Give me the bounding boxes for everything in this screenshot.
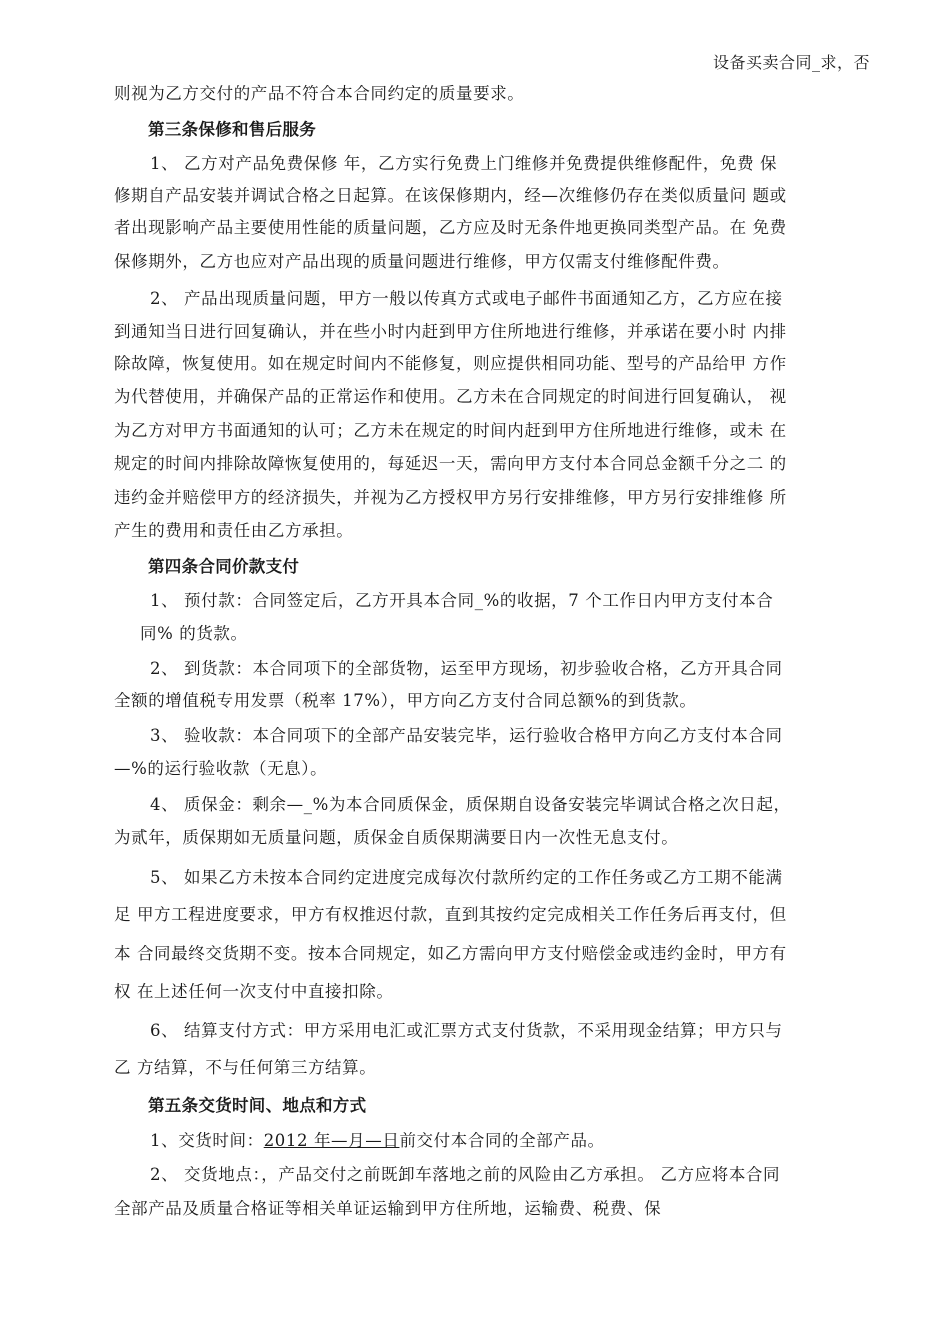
section-heading-5: 第五条交货时间、地点和方式 (148, 1096, 367, 1115)
paragraph-line: 4、 质保金：剩余—_%为本合同质保金，质保期自设备安装完毕调试合格之次日起， (150, 795, 791, 814)
paragraph-line: 为贰年，质保期如无质量问题，质保金自质保期满要日内一次性无息支付。 (114, 828, 679, 847)
paragraph-line: 产生的费用和责任由乙方承担。 (114, 521, 354, 540)
paragraph-line: 足 甲方工程进度要求，甲方有权推迟付款，直到其按约定完成相关工作任务后再支付，但 (114, 905, 787, 924)
paragraph-line: —%的运行验收款（无息）。 (114, 759, 328, 778)
paragraph-line: 修期自产品安装并调试合格之日起算。在该保修期内，经—次维修仍存在类似质量问 题或 (114, 186, 787, 205)
paragraph-line: 规定的时间内排除故障恢复使用的，每延迟一天，需向甲方支付本合同总金额千分之二 的 (114, 454, 787, 473)
paragraph-line: 全部产品及质量合格证等相关单证运输到甲方住所地，运输费、税费、保 (114, 1199, 662, 1218)
paragraph-line: 同% 的货款。 (140, 624, 248, 643)
paragraph-line: 1、 预付款：合同签定后，乙方开具本合同_%的收据，7 个工作日内甲方支付本合 (150, 591, 774, 610)
paragraph-line: 本 合同最终交货期不变。按本合同规定，如乙方需向甲方支付赔偿金或违约金时，甲方有 (114, 944, 787, 963)
page-header: 设备买卖合同_求，否 (712, 53, 870, 72)
paragraph-line: 6、 结算支付方式：甲方采用电汇或汇票方式支付货款，不采用现金结算；甲方只与 (150, 1021, 783, 1040)
section-heading-3: 第三条保修和售后服务 (148, 120, 316, 139)
paragraph-line: 除故障，恢复使用。如在规定时间内不能修复，则应提供相同功能、型号的产品给甲 方作 (114, 354, 787, 373)
paragraph-line: 则视为乙方交付的产品不符合本合同约定的质量要求。 (114, 84, 525, 103)
paragraph-line: 为乙方对甲方书面通知的认可；乙方未在规定的时间内赶到甲方住所地进行维修，或未 在 (114, 421, 787, 440)
paragraph-line: 乙 方结算，不与任何第三方结算。 (114, 1058, 377, 1077)
paragraph-line: 2、 产品出现质量问题，甲方一般以传真方式或电子邮件书面通知乙方，乙方应在接 (150, 289, 783, 308)
paragraph-line: 违约金并赔偿甲方的经济损失，并视为乙方授权甲方另行安排维修，甲方另行安排维修 所 (114, 488, 787, 507)
paragraph-line: 1、 乙方对产品免费保修 年，乙方实行免费上门维修并免费提供维修配件，免费 保 (150, 154, 778, 173)
paragraph-line: 保修期外，乙方也应对产品出现的质量问题进行维修，甲方仅需支付维修配件费。 (114, 252, 730, 271)
delivery-time-rest: 前交付本合同的全部产品。 (399, 1131, 605, 1150)
paragraph-line (150, 1129, 906, 1153)
paragraph-line: 到通知当日进行回复确认，并在些小时内赶到甲方住所地进行维修，并承诺在要小时 内排 (114, 322, 787, 341)
paragraph-line: 者出现影响产品主要使用性能的质量问题，乙方应及时无条件地更换同类型产品。在 免费 (114, 218, 787, 237)
paragraph-line: 2、 交货地点：，产品交付之前既卸车落地之前的风险由乙方承担。 乙方应将本合同 (150, 1165, 781, 1184)
delivery-date: 2012 年—月—日 (263, 1131, 400, 1150)
paragraph-line: 权 在上述任何一次支付中直接扣除。 (114, 982, 394, 1001)
section-heading-4: 第四条合同价款支付 (148, 557, 300, 576)
paragraph-line: 为代替使用，并确保产品的正常运作和使用。乙方未在合同规定的时间进行回复确认， 视 (114, 387, 787, 406)
paragraph-line: 2、 到货款：本合同项下的全部货物，运至甲方现场，初步验收合格，乙方开具合同 (150, 659, 783, 678)
delivery-time-label: 1、交货时间： (150, 1131, 264, 1150)
paragraph-line: 3、 验收款：本合同项下的全部产品安装完毕，运行验收合格甲方向乙方支付本合同 (150, 726, 783, 745)
paragraph-line: 5、 如果乙方未按本合同约定进度完成每次付款所约定的工作任务或乙方工期不能满 (150, 868, 783, 887)
paragraph-line: 全额的增值税专用发票（税率 17%），甲方向乙方支付合同总额%的到货款。 (114, 691, 697, 710)
